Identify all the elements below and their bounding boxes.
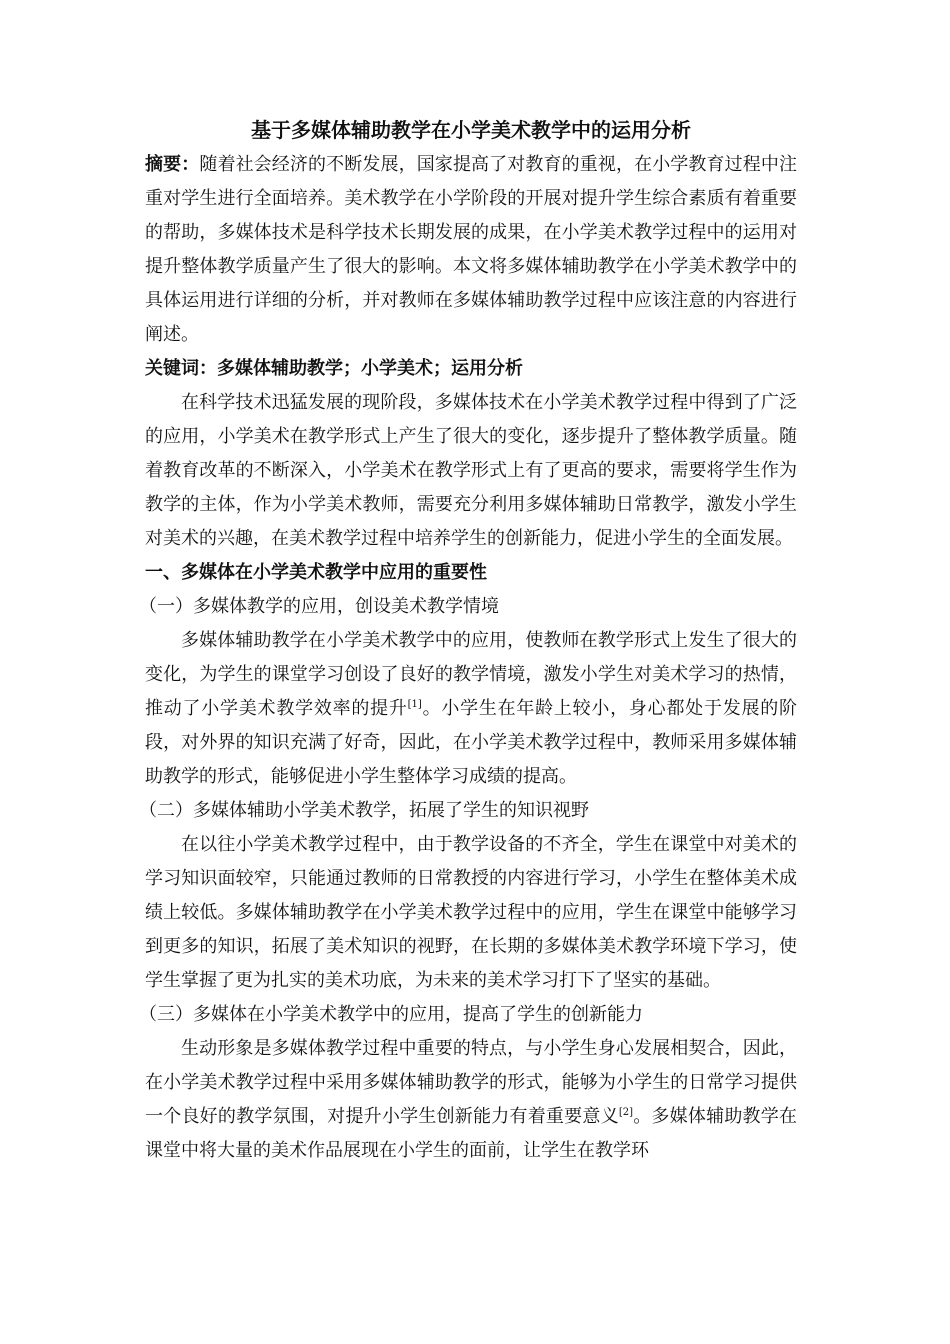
subsection-heading-1: （一）多媒体教学的应用，创设美术教学情境	[139, 596, 499, 617]
subsection-1-text-b: 。小学生在年龄上较小，身心都处于发展的阶段，对外界的知识充满了好奇，因此，在小学美术教学过程中，教师采用多媒体辅助教学的形式，能够促进小学生整体学习成绩的提高。	[145, 698, 798, 787]
intro-paragraph: 在科学技术迅猛发展的现阶段，多媒体技术在小学美术教学过程中得到了广泛的应用，小学美术在教学形式上产生了很大的变化，逐步提升了整体教学质量。随着教育改革的不断深入，小学美术在教学形式上有了更高的要求，需要将学生作为教学的主体，作为小学美术教师，需要充分利用多媒体辅助日常教学，激发小学生对美术的兴趣，在美术教学过程中培养学生的创新能力，促进小学生的全面发展。	[145, 392, 797, 549]
citation-ref-1: [1]	[407, 699, 422, 710]
subsection-2-paragraph: 在以往小学美术教学过程中，由于教学设备的不齐全，学生在课堂中对美术的学习知识面较窄，只能通过教师的日常教授的内容进行学习，小学生在整体美术成绩上较低。多媒体辅助教学在小学美术教学过程中的应用，学生在课堂中能够学习到更多的知识，拓展了美术知识的视野，在长期的多媒体美术教学环境下学习，使学生掌握了更为扎实的美术功底，为未来的美术学习打下了坚实的基础。	[145, 834, 797, 991]
document-page	[139, 112, 798, 1168]
subsection-heading-2: （二）多媒体辅助小学美术教学，拓展了学生的知识视野	[139, 800, 589, 821]
subsection-3-paragraph	[145, 1032, 797, 1168]
citation-ref-2: [2]	[618, 1107, 633, 1118]
keywords-label: 关键词：	[145, 358, 217, 379]
subsection-3-text-a: 生动形象是多媒体教学过程中重要的特点，与小学生身心发展相契合，因此，在小学美术教学过程中采用多媒体辅助教学的形式，能够为小学生的日常学习提供一个良好的教学氛围，对提升小学生创新能力有着重要意义	[145, 1038, 797, 1127]
keywords-text: 多媒体辅助教学；小学美术；运用分析	[217, 358, 523, 379]
subsection-1-paragraph	[145, 624, 797, 794]
abstract-label: 摘要：	[145, 154, 200, 175]
abstract	[145, 148, 797, 352]
subsection-1-text-a: 多媒体辅助教学在小学美术教学中的应用，使教师在教学形式上发生了很大的变化，为学生的课堂学习创设了良好的教学情境，激发小学生对美术学习的热情，推动了小学美术教学效率的提升	[145, 630, 797, 719]
subsection-heading-3: （三）多媒体在小学美术教学中的应用，提高了学生的创新能力	[139, 1004, 643, 1025]
page-title: 基于多媒体辅助教学在小学美术教学中的运用分析	[251, 118, 691, 142]
abstract-text: 随着社会经济的不断发展，国家提高了对教育的重视，在小学教育过程中注重对学生进行全面培养。美术教学在小学阶段的开展对提升学生综合素质有着重要的帮助，多媒体技术是科学技术长期发展的成果，在小学美术教学过程中的运用对提升整体教学质量产生了很大的影响。本文将多媒体辅助教学在小学美术教学中的具体运用进行详细的分析，并对教师在多媒体辅助教学过程中应该注意的内容进行阐述。	[145, 154, 797, 345]
subsection-3-text-b: 。多媒体辅助教学在课堂中将大量的美术作品展现在小学生的面前，让学生在教学环	[145, 1106, 797, 1161]
section-heading-1: 一、多媒体在小学美术教学中应用的重要性	[145, 562, 487, 583]
keywords	[145, 352, 797, 386]
